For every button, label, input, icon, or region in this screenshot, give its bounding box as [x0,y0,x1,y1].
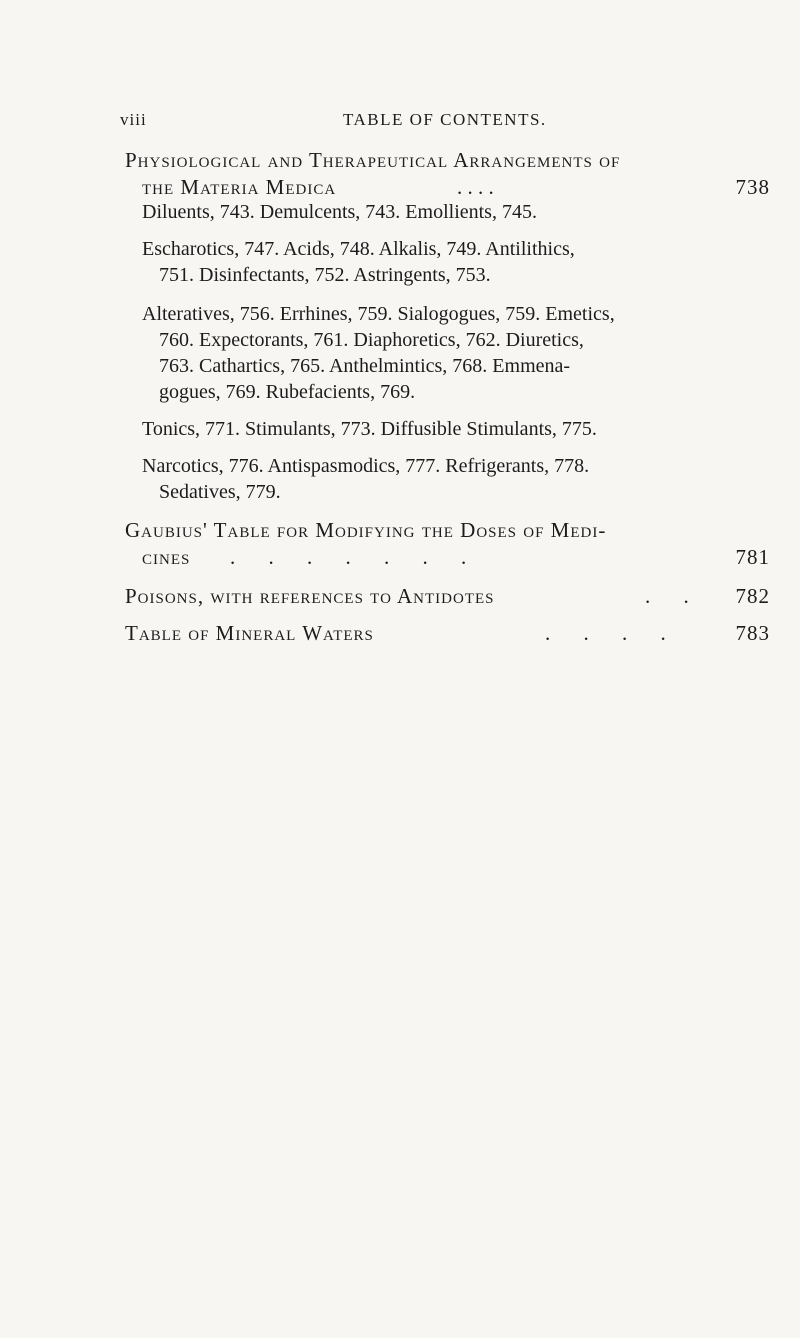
paragraph-line: Sedatives, 779. [159,481,281,503]
paragraph-line: Alteratives, 756. Errhines, 759. Sialogogues, 759. Emetics, [142,303,615,325]
toc-entry [125,620,770,647]
entry-title-line: the Materia Medica [142,175,337,199]
toc-entry [125,147,770,201]
dot-leader: . . . . [545,621,680,645]
paragraph-line: 760. Expectorants, 761. Diaphoretics, 762. Diuretics, [159,329,584,351]
entry-title-line: Gaubius' Table for Modifying the Doses of Medi- [125,518,607,542]
subject-paragraph [142,453,770,505]
subject-paragraph [142,199,770,225]
entry-title-line: Poisons, with references to Antidotes [125,584,495,608]
paragraph-line: gogues, 769. Rubefacients, 769. [159,381,416,403]
entry-title-line: Table of Mineral Waters [125,621,374,645]
folio: viii [120,110,147,129]
running-title: TABLE OF CONTENTS. [343,110,547,129]
dot-leader: . . [645,584,703,608]
dot-leader: . . . . . . . [230,545,481,569]
running-head [120,110,740,134]
paragraph-line: Narcotics, 776. Antispasmodics, 777. Refrigerants, 778. [142,455,590,477]
entry-title-line: Physiological and Therapeutical Arrangements of [125,148,621,172]
subject-paragraph [142,301,770,405]
paragraph-line: 763. Cathartics, 765. Anthelmintics, 768. Emmena- [159,355,571,377]
subject-paragraph [142,236,770,288]
toc-entry [125,583,770,610]
page-number: 781 [735,545,770,569]
page-number: 783 [735,621,770,645]
paragraph-line: 751. Disinfectants, 752. Astringents, 753. [159,264,491,286]
paragraph-line: Escharotics, 747. Acids, 748. Alkalis, 749. Antilithics, [142,238,575,260]
toc-entry [125,517,770,571]
paragraph-line: Diluents, 743. Demulcents, 743. Emollients, 745. [142,201,537,223]
entry-title-line: cines [142,545,191,569]
page-number: 738 [735,175,770,199]
dot-leader: . . . . [457,175,494,199]
subject-paragraph [142,416,770,442]
page-number: 782 [735,584,770,608]
paragraph-line: Tonics, 771. Stimulants, 773. Diffusible Stimulants, 775. [142,418,597,440]
